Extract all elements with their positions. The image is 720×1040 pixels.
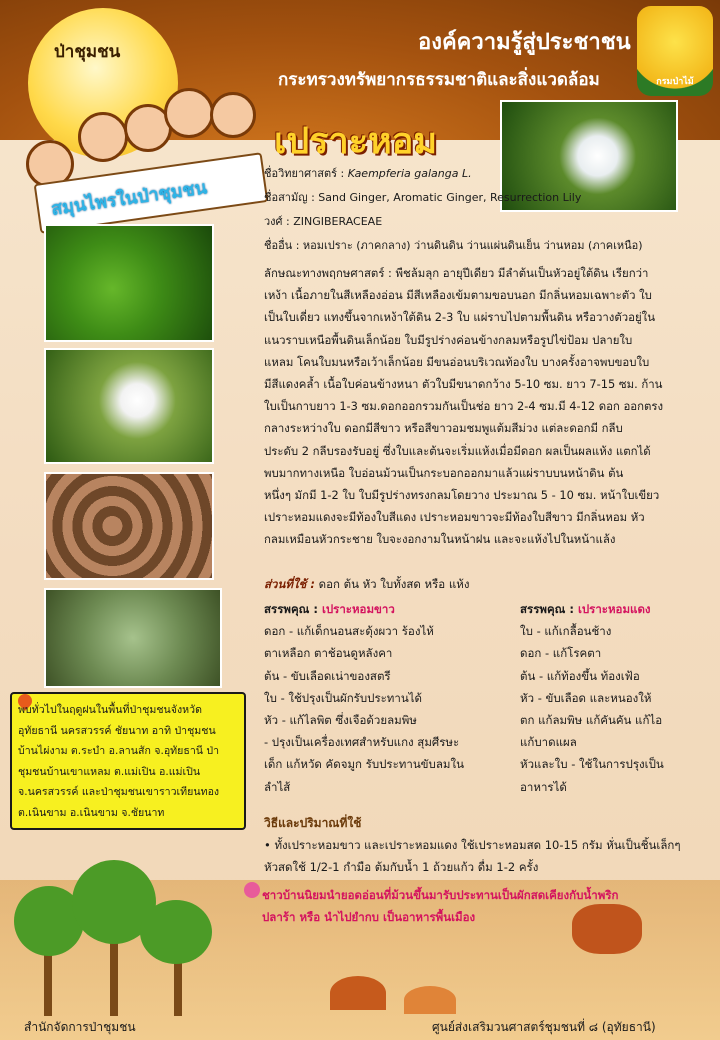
herb-illustration: [572, 904, 642, 954]
common-name-label: ชื่อสามัญ :: [264, 191, 315, 204]
rhizome-photo: [44, 472, 214, 580]
other-names-row: [264, 236, 643, 256]
header-line-1: องค์ความรู้สู่ประชาชน: [418, 30, 631, 55]
description-line: เปราะหอมแดงจะมีท้องใบสีแดง เปราะหอมขาวจะมีท้องใบสีขาว มีกลิ่นหอม หัว: [264, 510, 645, 525]
common-name-row: [264, 188, 581, 208]
description-line: ลักษณะทางพฤกษศาสตร์ : พืชล้มลุก อายุปีเดียว มีลำต้นเป็นหัวอยู่ใต้ดิน เรียกว่า: [264, 266, 649, 280]
leaf-photo: [44, 224, 214, 342]
property-line: ตก แก้ลมพิษ แก้คันคัน แก้ไอ: [520, 713, 663, 728]
flower-photo: [44, 348, 214, 464]
property-line: ต้น - ขับเลือดเน่าของสตรี: [264, 668, 391, 683]
footer-left-text: สำนักจัดการป่าชุมชน: [24, 1020, 136, 1034]
white-ginger-heading: [264, 598, 514, 620]
other-names-value: หอมเปราะ (ภาคกลาง) ว่านดินดิน ว่านแผ่นดินเย็น ว่านหอม (ภาคเหนือ): [302, 239, 643, 252]
mushroom-illustration: [330, 976, 386, 1010]
property-line: เด็ก แก้หวัด คัดจมูก รับประทานขับลมใน: [264, 757, 464, 772]
scientific-name-value: Kaempferia galanga L.: [347, 167, 472, 180]
family-value: ZINGIBERACEAE: [293, 215, 383, 228]
header-line-2: กระทรวงทรัพยากรธรรมชาติและสิ่งแวดล้อม: [278, 70, 600, 90]
botanical-description: [264, 262, 684, 551]
habitat-note-box: [10, 692, 246, 830]
usage-text: • ทั้งเปราะหอมขาว และเปราะหอมแดง ใช้เปราะหอมสด 10-15 กรัม หั่นเป็นชิ้นเล็กๆ หัวสดใช้ 1/2-1 กำมือ ต้มกับน้ำ 1 ถ้วยแก้ว ดื่ม 1-2 ครั้ง: [264, 838, 681, 874]
red-ginger-heading: [520, 598, 710, 620]
description-line: เป็นใบเดี่ยว แทงขึ้นจากเหง้าใต้ดิน 2-3 ใบ แผ่ราบไปตามพื้นดิน หรือวางตัวอยู่ใน: [264, 310, 655, 325]
property-line: หัวและใบ - ใช้ในการปรุงเป็น: [520, 757, 664, 772]
footer-right-text: ศูนย์ส่งเสริมวนศาสตร์ชุมชนที่ ๘ (อุทัยธานี): [432, 1020, 656, 1034]
herbs-banner-text: สมุนไพรในป่าชุมชน: [49, 177, 209, 220]
white-ginger-name: เปราะหอมขาว: [321, 602, 395, 616]
property-line: ใบ - แก้เกลื้อนช้าง: [520, 624, 612, 639]
description-line: ประดับ 2 กลีบรองรับอยู่ ซึ่งใบและต้นจะเริ่มแห้งเมื่อมีดอก ผลเป็นผลแห้ง แตกได้: [264, 443, 651, 458]
parts-used-value: ดอก ต้น หัว ใบทั้งสด หรือ แห้ง: [318, 577, 470, 591]
mushroom-illustration: [404, 986, 456, 1014]
forest-department-logo: [637, 6, 713, 96]
roots-photo: [44, 588, 222, 688]
property-line: หัว - แก้ไลพิต ซึ่งเจือด้วยลมพิษ: [264, 713, 417, 728]
family-row: [264, 212, 382, 232]
local-use-text: ชาวบ้านนิยมนำยอดอ่อนที่ม้วนขึ้นมารับประทานเป็นผักสดเคียงกับน้ำพริกปลาร้า หรือ นำไปยำกบ เป็นอาหารพื้นเมือง: [262, 888, 619, 924]
description-line: มีสีแดงคล้ำ เนื้อใบค่อนข้างหนา ตัวใบมีขนาดกว้าง 5-10 ซม. ยาว 7-15 ซม. ก้าน: [264, 377, 663, 392]
child-illustration: [164, 88, 214, 138]
property-line: ใบ - ใช้ปรุงเป็นผักรับประทานได้: [264, 690, 422, 705]
child-illustration: [78, 112, 128, 162]
usage-title: วิธีและปริมาณที่ใช้: [264, 816, 362, 830]
property-line: ต้น - แก้ท้องขึ้น ท้องเฟ้อ: [520, 668, 640, 683]
pushpin-icon: [244, 882, 260, 898]
community-forest-badge: ป่าชุมชน: [54, 42, 121, 62]
property-line: แก้บาดแผล: [520, 735, 577, 750]
tree-illustration: [140, 900, 212, 964]
family-label: วงศ์ :: [264, 215, 290, 228]
child-illustration: [210, 92, 256, 138]
red-ginger-name: เปราะหอมแดง: [577, 602, 651, 616]
property-line: ดอก - แก้โรคตา: [520, 646, 602, 661]
scientific-name-label: ชื่อวิทยาศาสตร์ :: [264, 167, 345, 180]
page-title: เปราะหอม: [274, 121, 438, 162]
property-line: - ปรุงเป็นเครื่องเทศสำหรับแกง สุมศีรษะ: [264, 735, 460, 750]
habitat-note-text: พบทั่วไปในฤดูฝนในพื้นที่ป่าชุมชนจังหวัดอุทัยธานี นครสวรรค์ ชัยนาท อาทิ ป่าชุมชนบ้านไผ่งาม ต.ระบำ อ.ลานสัก จ.อุทัยธานี ป่าชุมชนบ้านเขาแหลม ต.แม่เปิน อ.แม่เปิน จ.นครสวรรค์ และป่าชุมชนเขาราวเทียนทอง ต.เนินขาม อ.เนินขาม จ.ชัยนาท: [18, 704, 220, 819]
description-line: แหลม โคนใบมนหรือเว้าเล็กน้อย มีขนอ่อนบริเวณท้องใบ บางครั้งอาจพบขอบใบ: [264, 354, 650, 369]
description-line: กลางระหว่างใบ ดอกมีสีขาว หรือสีขาวอมชมพูแต้มสีม่วง แต่ละดอกมี กลีบ: [264, 421, 623, 436]
description-line: พบมากทางเหนือ ใบอ่อนม้วนเป็นกระบอกออกมาแล้วแผ่ราบบนหน้าดิน ต้น: [264, 465, 624, 480]
white-ginger-properties: [264, 598, 514, 798]
scientific-name-row: [264, 164, 472, 184]
logo-text: กรมป่าไม้: [656, 77, 694, 87]
description-line: หนึ่งๆ มักมี 1-2 ใบ ใบมีรูปร่างทรงกลมโดยวาง ประมาณ 5 - 10 ซม. หน้าใบเขียว: [264, 488, 660, 503]
property-line: ลำไส้: [264, 779, 291, 794]
property-line: ตาเหลือก ตาช้อนดูหลังคา: [264, 646, 393, 661]
property-line: หัว - ขับเลือด และหนองให้: [520, 690, 652, 705]
parts-used-label: ส่วนที่ใช้ :: [264, 577, 315, 591]
description-line: ใบเป็นกาบยาว 1-3 ซม.ดอกออกรวมกันเป็นช่อ ยาว 2-4 ซม.มี 4-12 ดอก ออกตรง: [264, 399, 664, 414]
property-line: อาหารได้: [520, 779, 567, 794]
other-names-label: ชื่ออื่น :: [264, 239, 300, 252]
property-line: ดอก - แก้เด็กนอนสะดุ้งผวา ร้องไห้: [264, 624, 434, 639]
properties-label: สรรพคุณ :: [264, 602, 318, 616]
description-line: แนวราบเหนือพื้นดินเล็กน้อย ใบมีรูปร่างค่อนข้างกลมหรือรูปไข่ป้อม ปลายใบ: [264, 332, 633, 347]
description-line: เหง้า เนื้อภายในสีเหลืองอ่อน มีสีเหลืองเข้มตามขอบนอก มีกลิ่นหอมเฉพาะตัว ใบ: [264, 288, 652, 303]
description-line: กลมเหมือนหัวกระชาย ใบจะงอกงามในหน้าฝน และจะแห้งไปในหน้าแล้ง: [264, 532, 616, 547]
tree-trunk: [44, 946, 52, 1016]
red-ginger-properties: [520, 598, 710, 798]
common-name-value: Sand Ginger, Aromatic Ginger, Resurrection Lily: [318, 191, 582, 204]
properties-label: สรรพคุณ :: [520, 602, 574, 616]
parts-used-row: [264, 576, 469, 594]
